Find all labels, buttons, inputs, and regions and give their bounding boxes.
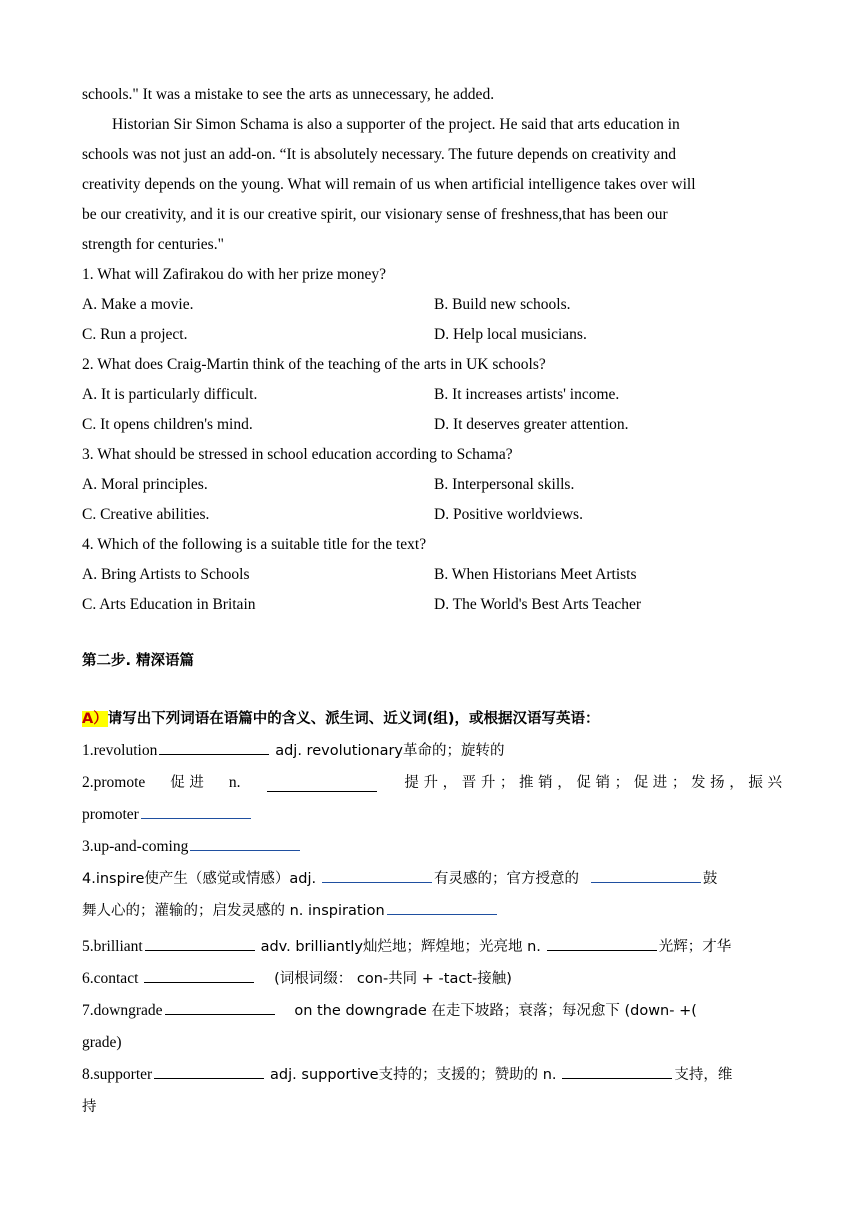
- answer-blank[interactable]: [562, 1064, 672, 1079]
- passage-line: be our creativity, and it is our creative spirit, our visionary sense of freshness,that has been our: [82, 206, 668, 223]
- vocab-word: 5.brilliant: [82, 938, 143, 955]
- document-page: [82, 80, 782, 1123]
- answer-blank[interactable]: [322, 868, 432, 883]
- option-b: B. It increases artists' income.: [434, 386, 620, 403]
- option-c: C. It opens children's mind.: [82, 416, 253, 433]
- vocab-word: 4.inspire使产生（感觉或情感）adj.: [82, 871, 317, 887]
- option-a: A. Make a movie.: [82, 296, 194, 313]
- option-b: B. Build new schools.: [434, 296, 571, 313]
- vocab-item-8-cont: [82, 1091, 782, 1123]
- vocab-item-7-cont: [82, 1027, 782, 1059]
- vocab-hint: on the downgrade 在走下坡路；衰落；每况愈下 (down- +(: [294, 1003, 697, 1019]
- question-text: 1. What will Zafirakou do with her prize money?: [82, 266, 387, 283]
- passage: [82, 80, 782, 260]
- vocab-word: promoter: [82, 806, 139, 823]
- question-1: [82, 260, 782, 350]
- vocab-hint: 提 升 ， 晋 升 ； 推 销 ， 促 销 ； 促 进 ； 发 扬 ， 振 兴: [404, 775, 782, 791]
- vocab-hint: (词根词缀： con-共同 + -tact-接触): [274, 971, 512, 987]
- option-c: C. Run a project.: [82, 326, 188, 343]
- answer-blank[interactable]: [387, 900, 497, 915]
- part-a-marker: A）: [82, 711, 108, 727]
- vocab-list: [82, 735, 782, 1123]
- vocab-hint: 持: [82, 1099, 97, 1115]
- vocab-hint: adv. brilliantly灿烂地；辉煌地；光亮地 n.: [260, 939, 541, 955]
- answer-blank[interactable]: [141, 804, 251, 819]
- vocab-item-5: [82, 931, 782, 963]
- answer-blank[interactable]: [547, 936, 657, 951]
- vocab-word: 1.revolution: [82, 742, 158, 759]
- option-d: D. The World's Best Arts Teacher: [434, 596, 642, 613]
- option-a: A. It is particularly difficult.: [82, 386, 258, 403]
- option-a: A. Moral principles.: [82, 476, 208, 493]
- option-c: C. Arts Education in Britain: [82, 596, 256, 613]
- step-2-heading: 第二步. 精深语篇: [82, 653, 195, 669]
- answer-blank[interactable]: [154, 1064, 264, 1079]
- vocab-item-4-cont: [82, 895, 782, 927]
- passage-line: Historian Sir Simon Schama is also a supporter of the project. He said that arts education in: [112, 116, 680, 133]
- vocab-hint: adj. revolutionary革命的；旋转的: [275, 743, 505, 759]
- option-d: D. It deserves greater attention.: [434, 416, 629, 433]
- option-d: D. Positive worldviews.: [434, 506, 583, 523]
- answer-blank[interactable]: [145, 936, 255, 951]
- vocab-word: grade): [82, 1034, 122, 1051]
- vocab-word: 2.promote: [82, 774, 146, 791]
- question-2: [82, 350, 782, 440]
- passage-line: strength for centuries.": [82, 236, 224, 253]
- answer-blank[interactable]: [591, 868, 701, 883]
- part-a-instruction: [82, 705, 782, 733]
- question-text: 3. What should be stressed in school education according to Schama?: [82, 446, 513, 463]
- question-text: 2. What does Craig-Martin think of the teaching of the arts in UK schools?: [82, 356, 546, 373]
- vocab-item-6: [82, 963, 782, 995]
- option-a: A. Bring Artists to Schools: [82, 566, 250, 583]
- vocab-item-1: [82, 735, 782, 767]
- answer-blank[interactable]: [190, 836, 300, 851]
- vocab-item-7: [82, 995, 782, 1027]
- answer-blank[interactable]: [159, 740, 269, 755]
- passage-line: schools." It was a mistake to see the arts as unnecessary, he added.: [82, 86, 495, 103]
- vocab-hint: 支持，维: [674, 1067, 733, 1083]
- vocab-item-2-cont: [82, 799, 782, 831]
- passage-line: creativity depends on the young. What will remain of us when artificial intelligence takes over will: [82, 176, 696, 193]
- option-d: D. Help local musicians.: [434, 326, 587, 343]
- vocab-item-4: [82, 863, 782, 895]
- answer-blank[interactable]: [267, 777, 377, 792]
- vocab-pos: n.: [228, 774, 241, 791]
- vocab-item-2: [82, 767, 782, 799]
- vocab-word: 8.supporter: [82, 1066, 153, 1083]
- vocab-hint: 有灵感的；官方授意的: [434, 871, 580, 887]
- option-b: B. When Historians Meet Artists: [434, 566, 637, 583]
- vocab-item-3: [82, 831, 782, 863]
- vocab-hint: 舞人心的；灌输的；启发灵感的 n. inspiration: [82, 903, 385, 919]
- vocab-hint: adj. supportive支持的；支援的；赞助的 n.: [270, 1067, 557, 1083]
- vocab-hint: 鼓: [702, 871, 718, 887]
- vocab-word: 6.contact: [82, 970, 139, 987]
- vocab-word: 3.up-and-coming: [82, 838, 189, 855]
- passage-line: schools was not just an add-on. “It is absolutely necessary. The future depends on creativity and: [82, 146, 677, 163]
- option-c: C. Creative abilities.: [82, 506, 210, 523]
- vocab-item-8: [82, 1059, 782, 1091]
- answer-blank[interactable]: [165, 1000, 275, 1015]
- vocab-word: 7.downgrade: [82, 1002, 163, 1019]
- vocab-hint: 促 进: [170, 775, 204, 791]
- vocab-hint: 光辉；才华: [658, 939, 732, 955]
- option-b: B. Interpersonal skills.: [434, 476, 575, 493]
- part-a-instruction-text: 请写出下列词语在语篇中的含义、派生词、近义词(组)，或根据汉语写英语：: [107, 711, 600, 727]
- question-text: 4. Which of the following is a suitable title for the text?: [82, 536, 427, 553]
- question-4: [82, 530, 782, 620]
- question-3: [82, 440, 782, 530]
- answer-blank[interactable]: [144, 968, 254, 983]
